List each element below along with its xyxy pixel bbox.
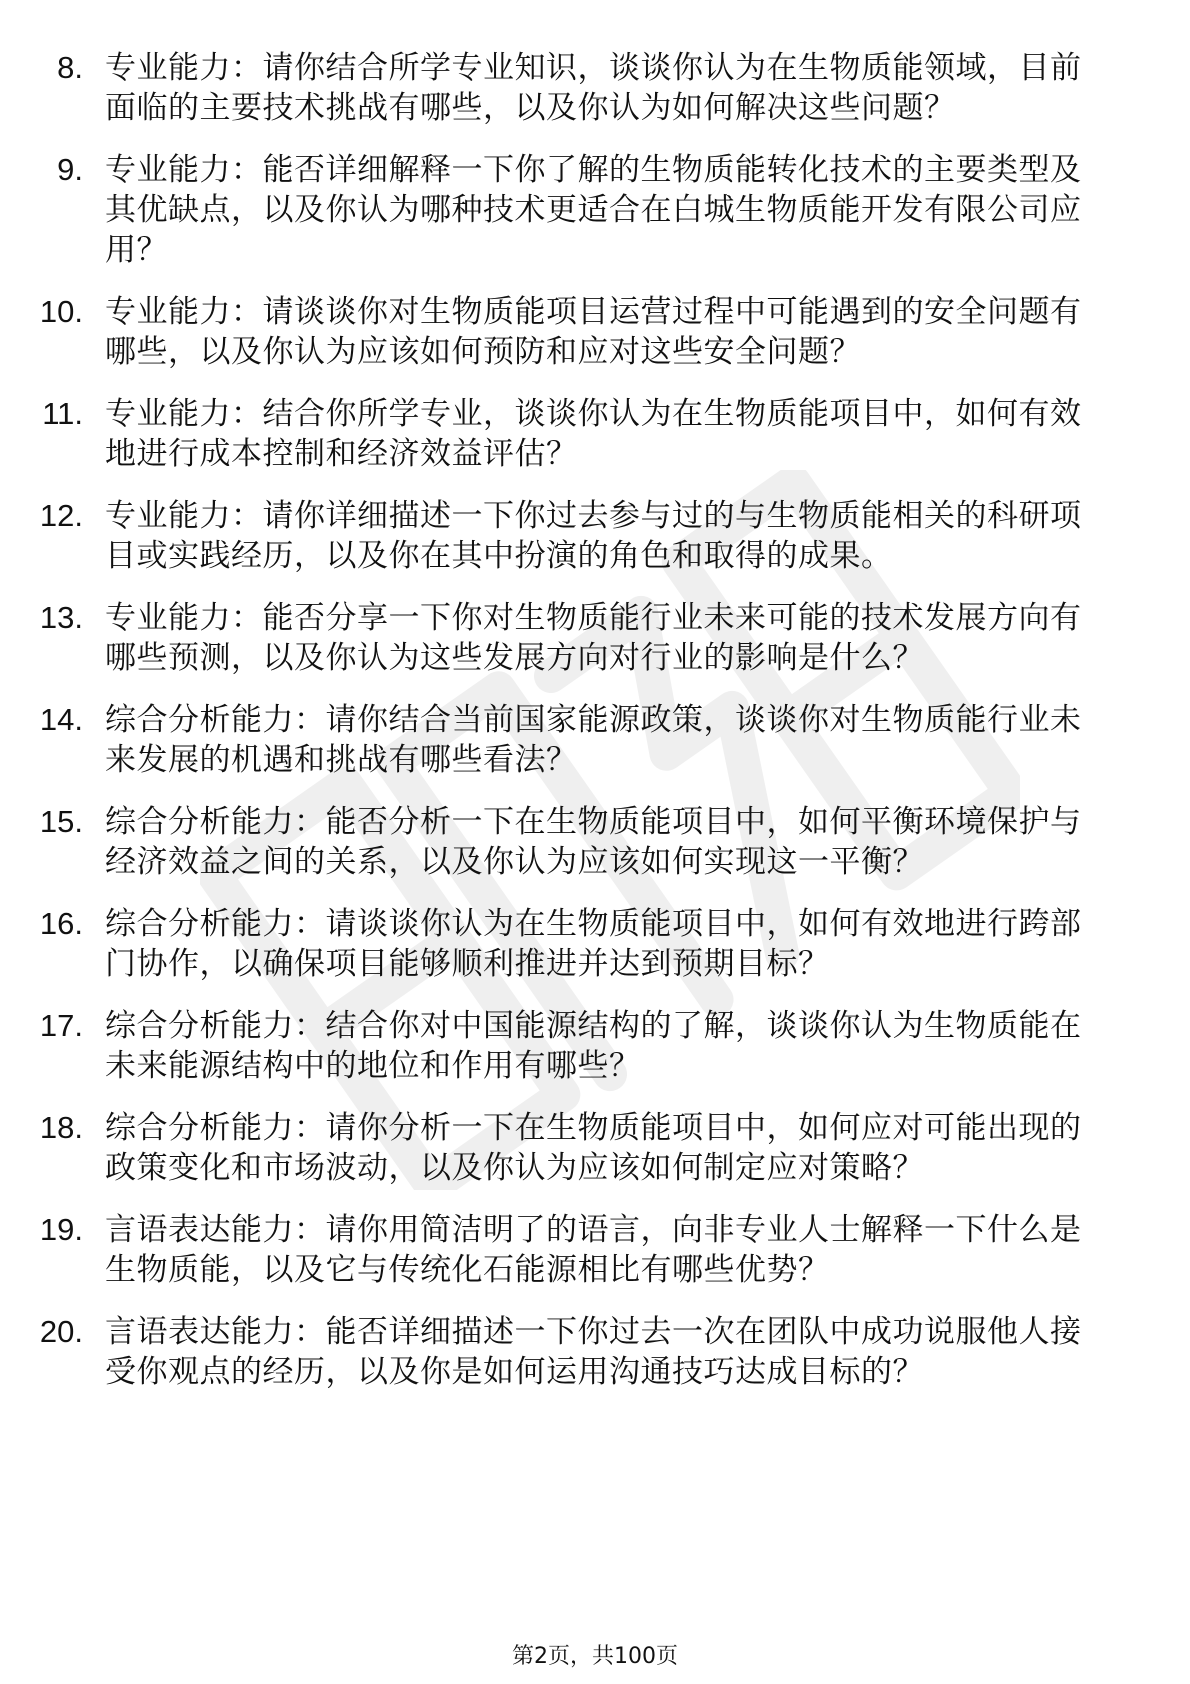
question-text: 专业能力：请你详细描述一下你过去参与过的与生物质能相关的科研项目或实践经历，以及你在其中扮演的角色和取得的成果。 [105, 498, 1082, 574]
list-item [0, 700, 1190, 780]
question-number: 16. [39, 906, 83, 941]
question-number: 19. [39, 1212, 83, 1247]
question-text: 专业能力：能否详细解释一下你了解的生物质能转化技术的主要类型及其优缺点，以及你认为哪种技术更适合在白城生物质能开发有限公司应用？ [105, 152, 1082, 268]
list-item [0, 48, 1190, 128]
question-number: 18. [39, 1110, 83, 1145]
list-item [0, 394, 1190, 474]
list-item [0, 292, 1190, 372]
list-item [0, 1210, 1190, 1290]
question-number: 10. [39, 294, 83, 329]
question-number: 15. [39, 804, 83, 839]
list-item [0, 1312, 1190, 1392]
list-item [0, 904, 1190, 984]
question-list [0, 48, 1190, 1414]
list-item [0, 150, 1190, 270]
question-text: 言语表达能力：请你用简洁明了的语言，向非专业人士解释一下什么是生物质能，以及它与传统化石能源相比有哪些优势？ [105, 1212, 1082, 1288]
question-number: 17. [39, 1008, 83, 1043]
list-item [0, 1006, 1190, 1086]
question-text: 综合分析能力：结合你对中国能源结构的了解，谈谈你认为生物质能在未来能源结构中的地位和作用有哪些？ [105, 1008, 1082, 1084]
question-text: 综合分析能力：请你分析一下在生物质能项目中，如何应对可能出现的政策变化和市场波动，以及你认为应该如何制定应对策略？ [105, 1110, 1082, 1186]
question-text: 专业能力：能否分享一下你对生物质能行业未来可能的技术发展方向有哪些预测，以及你认为这些发展方向对行业的影响是什么？ [105, 600, 1082, 676]
question-number: 9. [57, 152, 83, 187]
question-text: 专业能力：请谈谈你对生物质能项目运营过程中可能遇到的安全问题有哪些，以及你认为应该如何预防和应对这些安全问题？ [105, 294, 1082, 370]
question-text: 综合分析能力：能否分析一下在生物质能项目中，如何平衡环境保护与经济效益之间的关系，以及你认为应该如何实现这一平衡？ [105, 804, 1082, 880]
list-item [0, 1108, 1190, 1188]
question-text: 言语表达能力：能否详细描述一下你过去一次在团队中成功说服他人接受你观点的经历，以及你是如何运用沟通技巧达成目标的？ [105, 1314, 1082, 1390]
list-item [0, 496, 1190, 576]
question-number: 8. [57, 50, 83, 85]
page-footer: 第2页，共100页 [512, 1644, 678, 1669]
question-number: 14. [39, 702, 83, 737]
question-text: 综合分析能力：请谈谈你认为在生物质能项目中，如何有效地进行跨部门协作，以确保项目能够顺利推进并达到预期目标？ [105, 906, 1082, 982]
question-number: 12. [39, 498, 83, 533]
question-number: 20. [39, 1314, 83, 1349]
question-text: 综合分析能力：请你结合当前国家能源政策，谈谈你对生物质能行业未来发展的机遇和挑战有哪些看法？ [105, 702, 1082, 778]
question-number: 11. [42, 396, 83, 431]
list-item [0, 802, 1190, 882]
question-text: 专业能力：请你结合所学专业知识，谈谈你认为在生物质能领域，目前面临的主要技术挑战有哪些，以及你认为如何解决这些问题？ [105, 50, 1082, 126]
question-number: 13. [39, 600, 83, 635]
list-item [0, 598, 1190, 678]
question-text: 专业能力：结合你所学专业，谈谈你认为在生物质能项目中，如何有效地进行成本控制和经济效益评估？ [105, 396, 1082, 472]
